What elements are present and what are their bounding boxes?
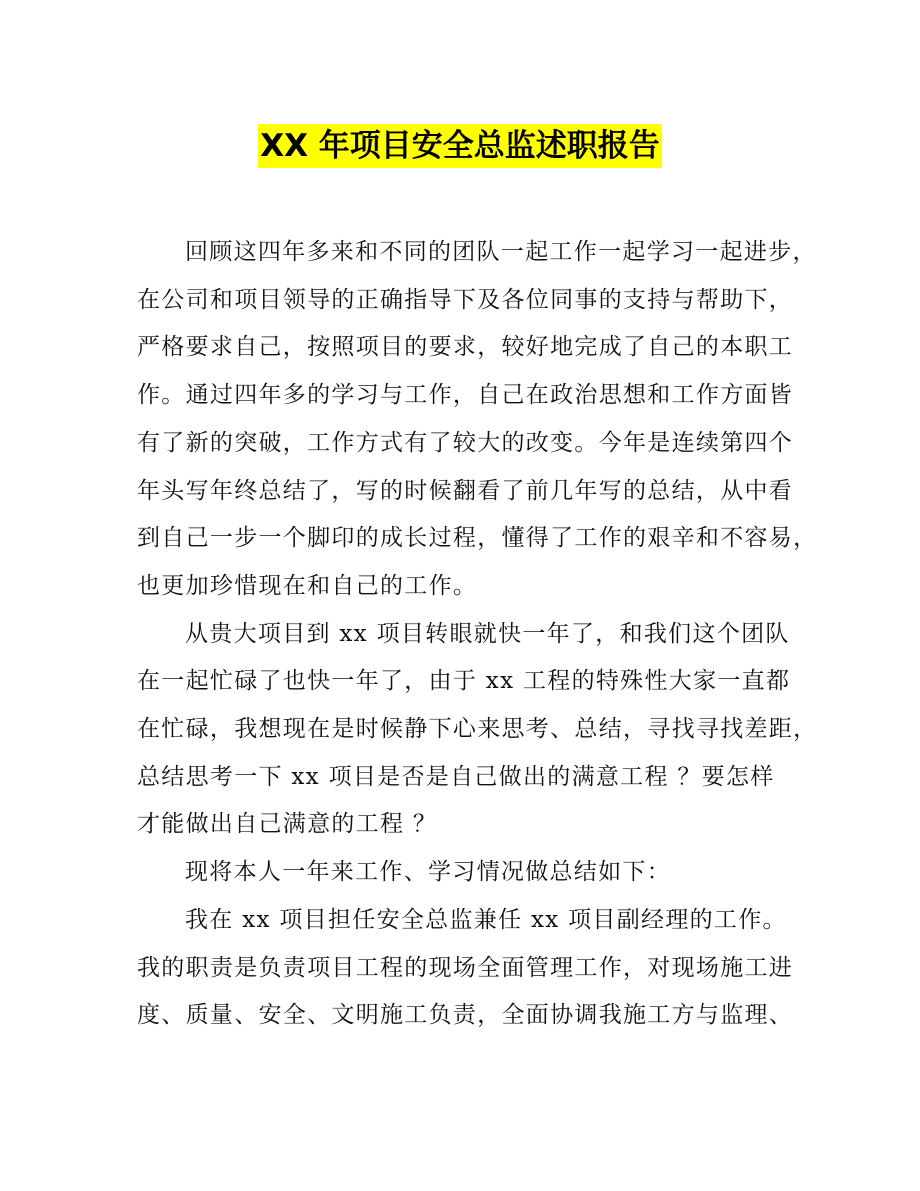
text-line: 回顾这四年多来和不同的团队一起工作一起学习一起进步， [185,239,817,265]
text-line: 度、质量、安全、文明施工负责，全面协调我施工方与监理、 [137,1002,794,1029]
text-line: 在一起忙碌了也快一年了，由于 xx 工程的特殊性大家一直都 [137,668,791,695]
text-line: 年头写年终总结了，写的时候翻看了前几年写的总结，从中看 [137,477,794,504]
text-line: 作。通过四年多的学习与工作，自己在政治思想和工作方面皆 [137,382,794,409]
title-container [0,124,920,168]
text-line: 严格要求自己，按照项目的要求，较好地完成了自己的本职工 [137,334,794,361]
text-line: 总结思考一下 xx 项目是否是自己做出的满意工程 ？要怎样 [137,763,775,790]
text-line: 我在 xx 项目担任安全总监兼任 xx 项目副经理的工作。 [185,906,787,933]
text-line: 也更加珍惜现在和自己的工作。 [137,572,478,599]
paragraph-summary-intro [137,849,787,897]
text-line: 有了新的突破，工作方式有了较大的改变。今年是连续第四个 [137,429,794,456]
text-line: 我的职责是负责项目工程的现场全面管理工作，对现场施工进 [137,954,794,981]
text-line: 从贵大项目到 xx 项目转眼就快一年了，和我们这个团队 [185,620,790,647]
text-line: 在忙碌，我想现在是时候静下心来思考、总结，寻找寻找差距， [137,716,818,743]
document-body [137,229,818,1040]
paragraph-project-transition [137,611,818,850]
paragraph-responsibilities [137,897,794,1040]
paragraph-review [137,229,818,611]
text-line: 现将本人一年来工作、学习情况做总结如下： [185,859,671,886]
document-title: XX 年项目安全总监述职报告 [258,124,662,168]
text-line: 才能做出自己满意的工程 ？ [137,811,438,838]
text-line: 在公司和项目领导的正确指导下及各位同事的支持与帮助下， [137,286,794,313]
text-line: 到自己一步一个脚印的成长过程，懂得了工作的艰辛和不容易， [137,525,818,552]
